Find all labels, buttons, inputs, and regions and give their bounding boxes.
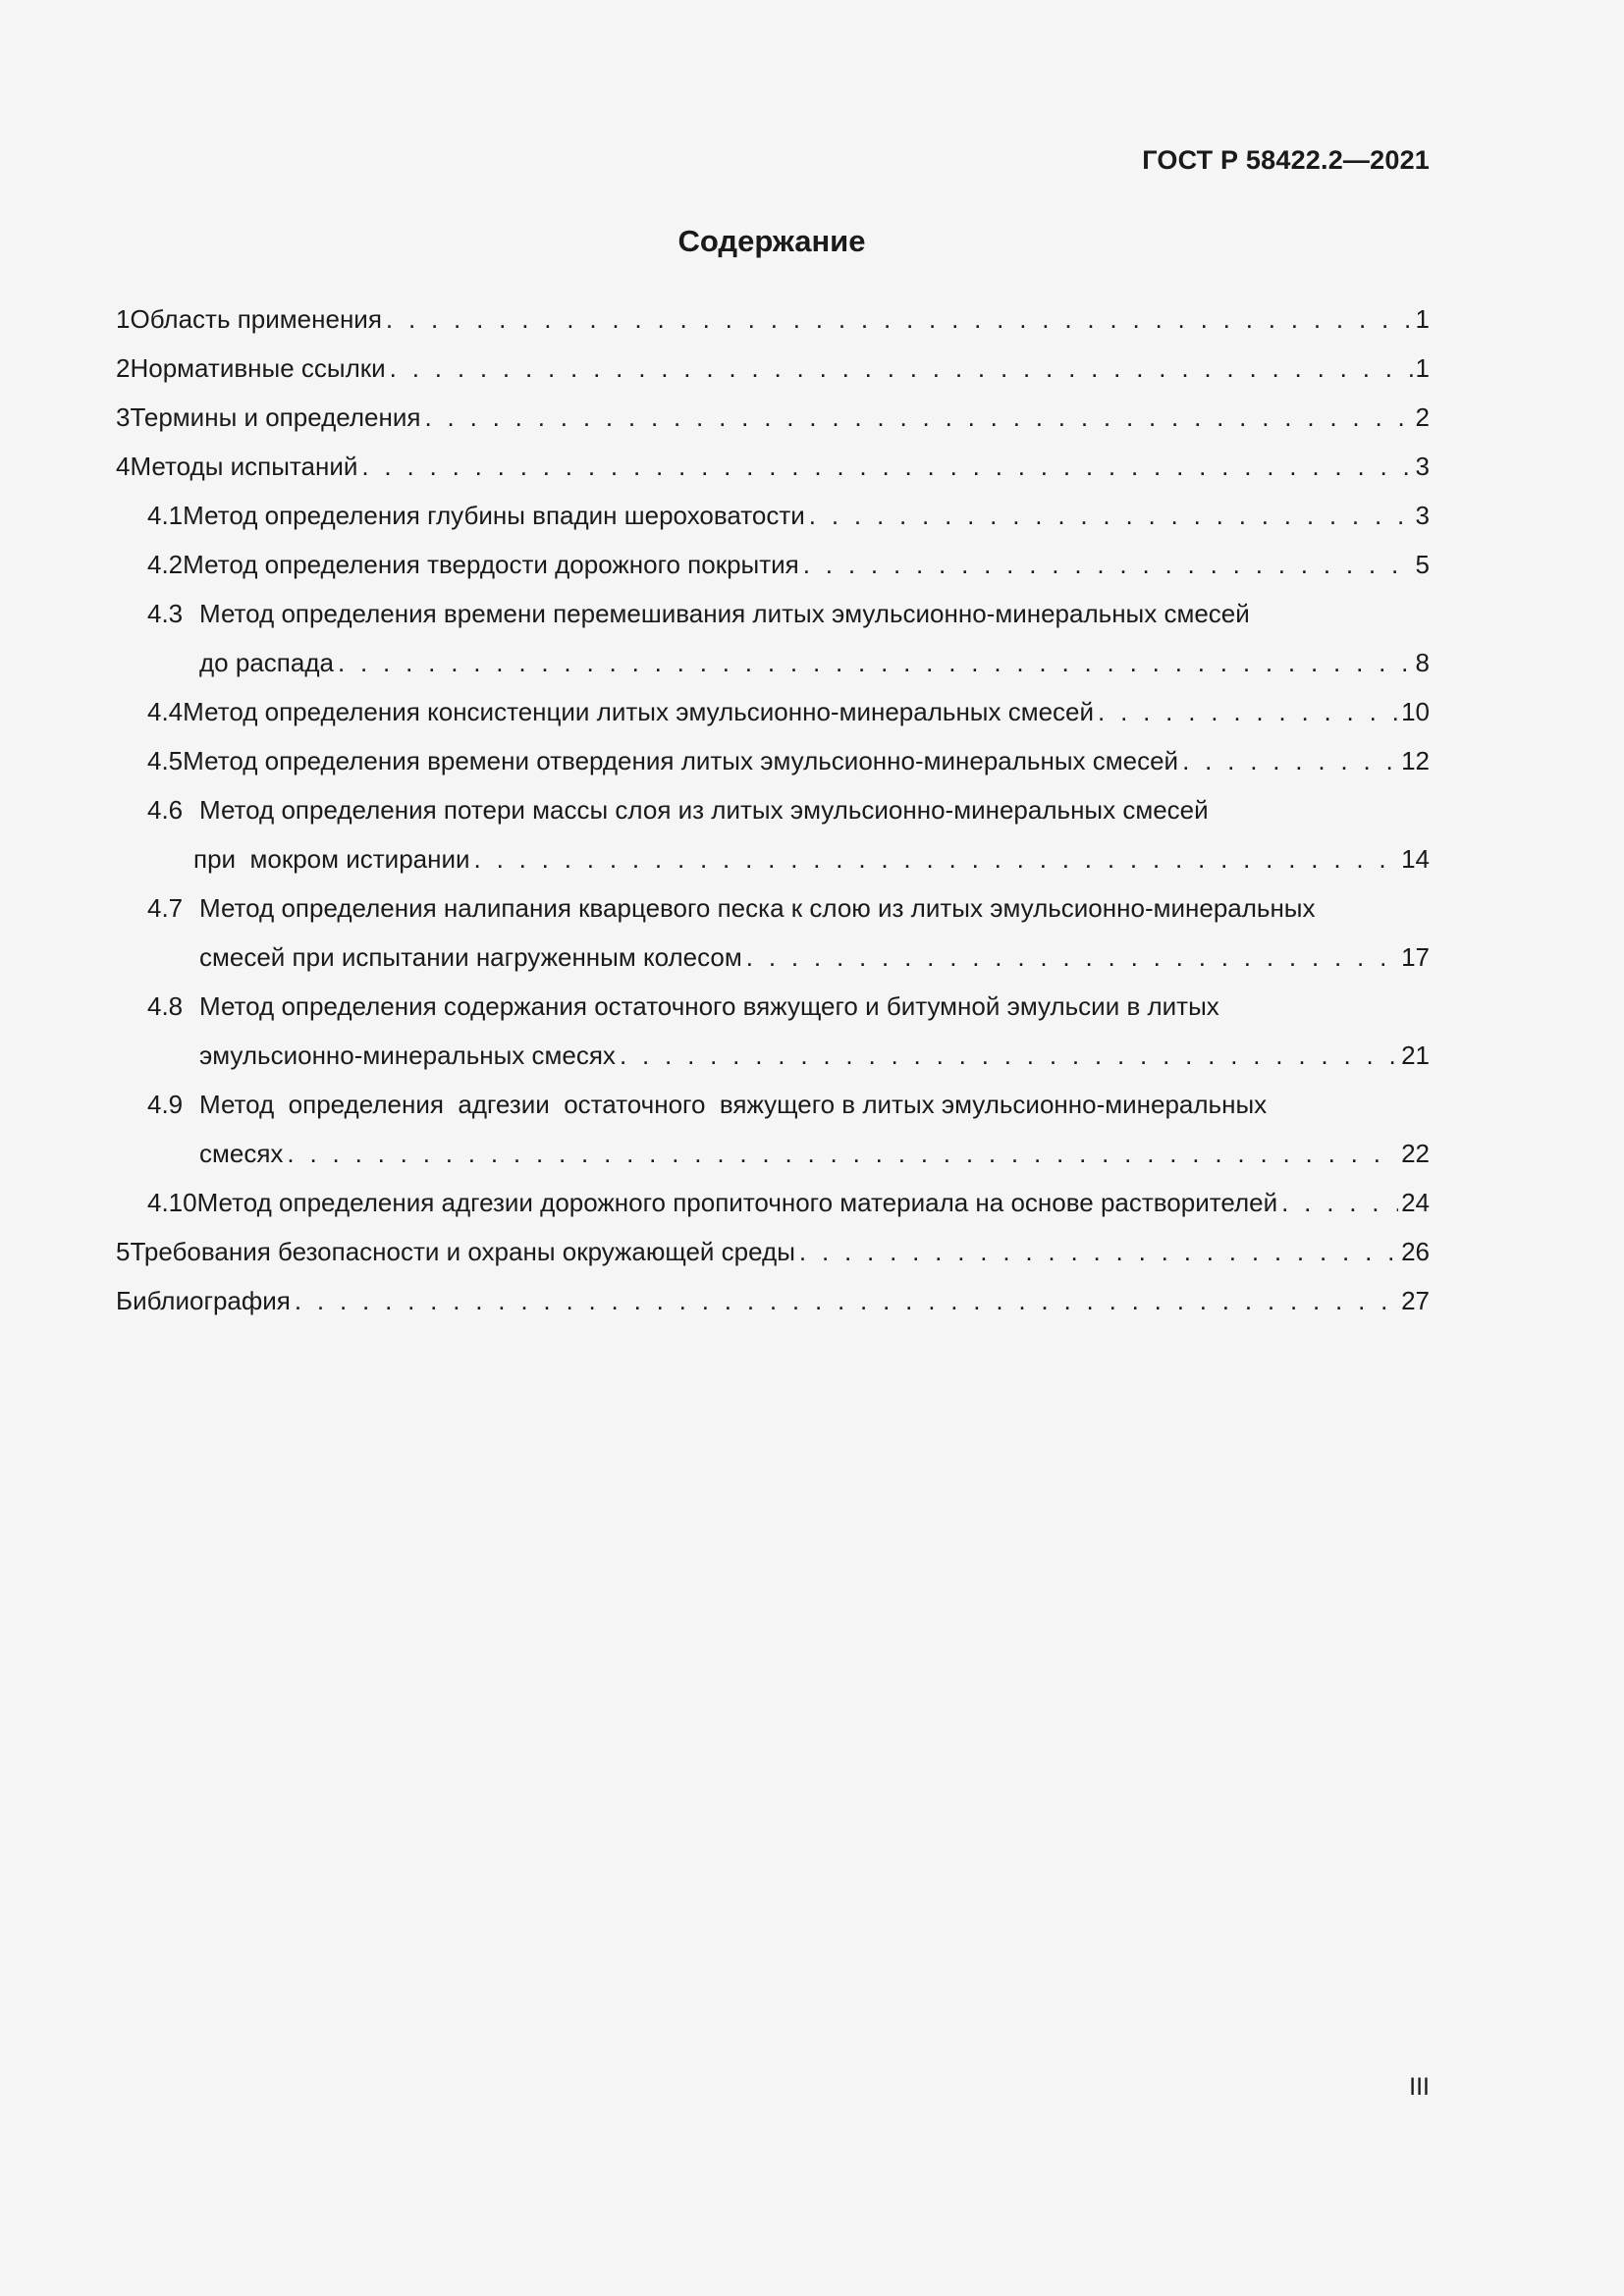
- toc-entry-4-6-continuation[interactable]: [116, 834, 1430, 883]
- toc-entry-4-6[interactable]: [116, 785, 1430, 834]
- toc-entry-page: 2: [1415, 402, 1430, 432]
- dot-leader: [809, 491, 1413, 540]
- table-of-contents: [116, 294, 1430, 1325]
- toc-entry-title-continuation: смесей при испытании нагруженным колесом: [199, 942, 742, 972]
- toc-entry-number: 4.6: [147, 795, 184, 825]
- toc-entry-4-4[interactable]: [116, 687, 1430, 736]
- toc-entry-page: 1: [1415, 304, 1430, 334]
- toc-entry-page: 3: [1415, 452, 1430, 481]
- dot-leader: [474, 834, 1399, 883]
- toc-entry-page: 22: [1401, 1139, 1430, 1168]
- toc-entry-4-9[interactable]: [116, 1080, 1430, 1129]
- toc-entry-title: Метод определения глубины впадин шероховатости: [183, 501, 805, 530]
- toc-entry-number: 4.5: [147, 746, 184, 775]
- toc-entry-4-8[interactable]: [116, 982, 1430, 1031]
- dot-leader: [390, 344, 1413, 393]
- toc-entry-page: 5: [1415, 550, 1430, 579]
- toc-entry-title: Метод определения налипания кварцевого песка к слою из литых эмульсионно-минеральных: [199, 893, 1316, 923]
- toc-entry-title: Методы испытаний: [130, 452, 358, 481]
- dot-leader: [620, 1031, 1398, 1080]
- dot-leader: [338, 638, 1413, 687]
- toc-entry-page: 27: [1401, 1286, 1430, 1315]
- standard-code: ГОСТ Р 58422.2—2021: [1142, 145, 1430, 175]
- dot-leader: [386, 294, 1413, 344]
- dot-leader: [803, 540, 1413, 589]
- toc-entry-4-1[interactable]: [116, 491, 1430, 540]
- toc-entry-title-continuation: до распада: [199, 648, 334, 677]
- toc-entry-page: 21: [1401, 1041, 1430, 1070]
- toc-entry-1[interactable]: [116, 294, 1430, 344]
- toc-entry-number: 3: [116, 402, 131, 432]
- toc-entry-4-9-continuation[interactable]: [116, 1129, 1430, 1178]
- toc-entry-4-3[interactable]: [116, 589, 1430, 638]
- dot-leader: [746, 933, 1398, 982]
- toc-entry-4-7[interactable]: [116, 883, 1430, 933]
- page-number: III: [1409, 2073, 1430, 2101]
- toc-entry-page: 14: [1401, 844, 1430, 874]
- toc-entry-4[interactable]: [116, 442, 1430, 491]
- toc-entry-page: 1: [1415, 353, 1430, 383]
- toc-entry-number: 5: [116, 1237, 131, 1266]
- dot-leader: [1182, 736, 1398, 785]
- toc-entry-4-10[interactable]: [116, 1178, 1430, 1227]
- toc-entry-number: 1: [116, 304, 131, 334]
- toc-entry-number: 4: [116, 452, 131, 481]
- toc-title: Содержание: [677, 224, 866, 258]
- toc-entry-title: Метод определения консистенции литых эмульсионно-минеральных смесей: [183, 697, 1095, 726]
- toc-entry-page: 17: [1401, 942, 1430, 972]
- toc-entry-number: 4.4: [147, 697, 184, 726]
- toc-entry-title: Метод определения твердости дорожного покрытия: [183, 550, 799, 579]
- toc-entry-title: Метод определения содержания остаточного вяжущего и битумной эмульсии в литых: [199, 991, 1219, 1021]
- toc-entry-4-5[interactable]: [116, 736, 1430, 785]
- toc-entry-number: 4.9: [147, 1090, 184, 1119]
- toc-entry-title-continuation: эмульсионно-минеральных смесях: [199, 1041, 616, 1070]
- toc-entry-title: Метод определения адгезии дорожного пропиточного материала на основе растворителей: [196, 1188, 1278, 1217]
- dot-leader: [361, 442, 1412, 491]
- toc-entry-title: Нормативные ссылки: [130, 353, 386, 383]
- dot-leader: [287, 1129, 1398, 1178]
- toc-entry-page: 3: [1415, 501, 1430, 530]
- toc-entry-number: 4.7: [147, 893, 184, 923]
- toc-entry-page: 12: [1401, 746, 1430, 775]
- toc-entry-4-3-continuation[interactable]: [116, 638, 1430, 687]
- toc-entry-number: 2: [116, 353, 131, 383]
- toc-entry-title: Библиография: [116, 1286, 291, 1315]
- toc-entry-title-continuation: смесях: [199, 1139, 284, 1168]
- toc-entry-3[interactable]: [116, 393, 1430, 442]
- toc-entry-page: 8: [1415, 648, 1430, 677]
- toc-entry-title: Область применения: [130, 304, 382, 334]
- toc-entry-number: 4.1: [147, 501, 184, 530]
- toc-entry-number: 4.10: [147, 1188, 197, 1217]
- toc-entry-page: 24: [1401, 1188, 1430, 1217]
- toc-entry-4-2[interactable]: [116, 540, 1430, 589]
- toc-entry-title: Метод определения времени перемешивания литых эмульсионно-минеральных смесей: [199, 599, 1250, 628]
- toc-entry-number: 4.2: [147, 550, 184, 579]
- toc-entry-title: Метод определения потери массы слоя из литых эмульсионно-минеральных смесей: [199, 795, 1209, 825]
- dot-leader: [799, 1227, 1398, 1276]
- toc-entry-4-7-continuation[interactable]: [116, 933, 1430, 982]
- toc-entry-title: Метод определения адгезии остаточного вяжущего в литых эмульсионно-минеральных: [199, 1090, 1268, 1119]
- toc-entry-bibliography[interactable]: [116, 1276, 1430, 1325]
- toc-entry-number: 4.3: [147, 599, 184, 628]
- dot-leader: [295, 1276, 1398, 1325]
- toc-entry-5[interactable]: [116, 1227, 1430, 1276]
- toc-entry-title: Термины и определения: [130, 402, 421, 432]
- toc-entry-title: Метод определения времени отвердения литых эмульсионно-минеральных смесей: [183, 746, 1179, 775]
- toc-entry-title: Требования безопасности и охраны окружающей среды: [130, 1237, 795, 1266]
- dot-leader: [1098, 687, 1398, 736]
- dot-leader: [1281, 1178, 1398, 1227]
- toc-entry-title-continuation: при мокром истирании: [193, 844, 470, 874]
- toc-entry-4-8-continuation[interactable]: [116, 1031, 1430, 1080]
- toc-entry-number: 4.8: [147, 991, 184, 1021]
- toc-entry-page: 10: [1401, 697, 1430, 726]
- dot-leader: [424, 393, 1412, 442]
- toc-entry-2[interactable]: [116, 344, 1430, 393]
- toc-entry-page: 26: [1401, 1237, 1430, 1266]
